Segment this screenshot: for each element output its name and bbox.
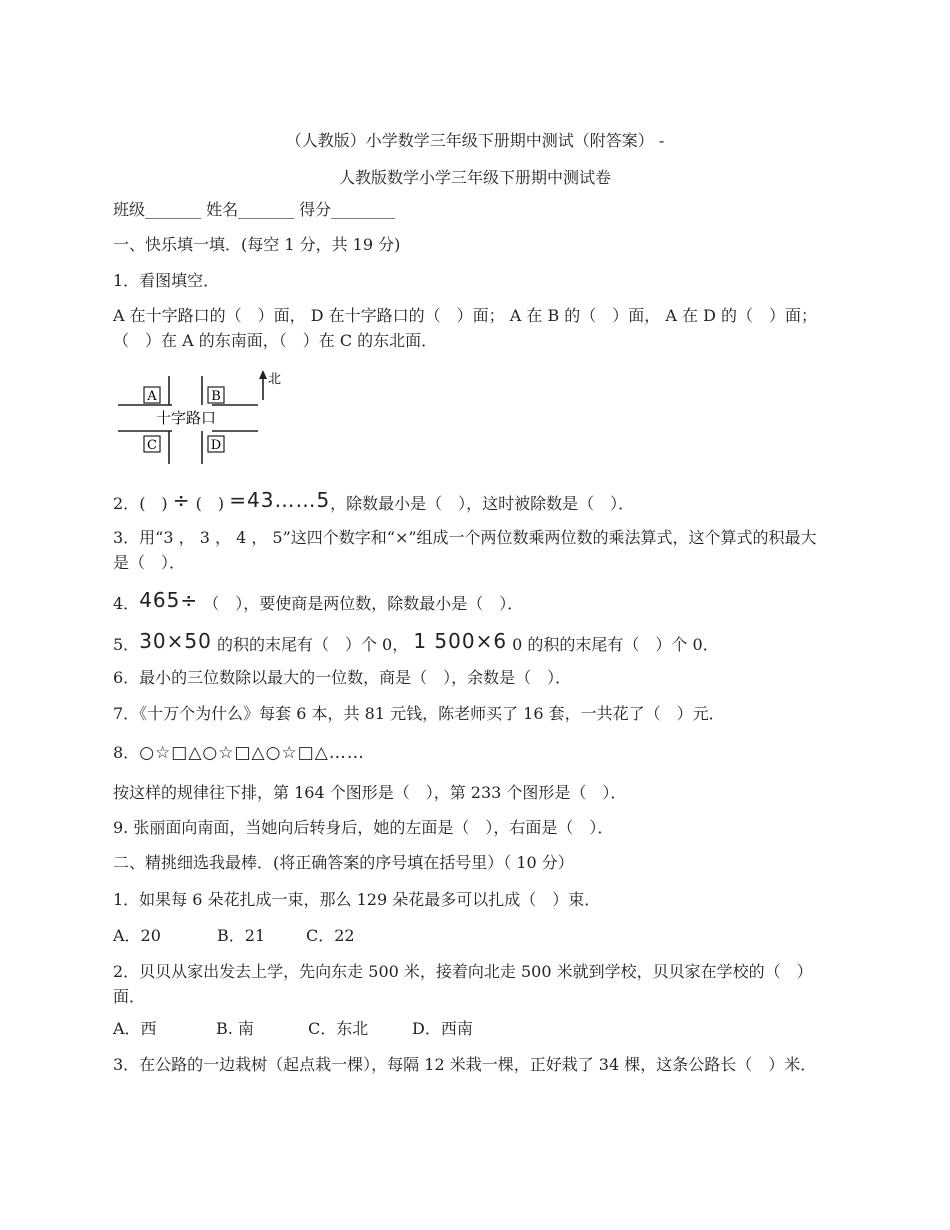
question-7-text: 7．《十万个为什么》每套 6 本，共 81 元钱，陈老师买了 16 套，一共花了（ ）元． — [113, 704, 725, 723]
question-4-expression: 465÷ — [139, 588, 199, 612]
question-3-text: 3．用“3 ， 3 ， 4 ， 5”这四个数字和“×”组成一个两位数乘两位数的乘法算式，这个算式的积最大是（ ）． — [113, 528, 817, 572]
option-b: B. 南 — [216, 1019, 254, 1038]
s2-question-1-text: 1．如果每 6 朵花扎成一束，那么 129 朵花最多可以扎成（ ）束． — [113, 890, 601, 909]
question-2 — [113, 487, 833, 517]
question-4-text: （ ），要使商是两位数，除数最小是（ ）． — [203, 594, 524, 613]
question-5-text-2: 0 的积的末尾有（ ）个 0． — [512, 635, 719, 654]
option-c: C．22 — [306, 926, 355, 945]
question-5-text-1: 的积的末尾有（ ）个 0， — [216, 635, 409, 654]
shape-sequence: ○☆□△○☆□△○☆□△…… — [139, 743, 365, 763]
question-2-divide: ÷ — [172, 488, 191, 512]
question-2-paren-2: ( ) — [195, 494, 225, 513]
question-4 — [113, 587, 833, 617]
option-b: B．21 — [217, 926, 266, 945]
section-1-heading: 一、快乐填一填．(每空 1 分，共 19 分) — [113, 235, 401, 254]
question-5-expression-2: 1 500×6 — [413, 629, 508, 653]
header-fields: 班级_______ 姓名_______ 得分________ — [113, 200, 396, 219]
question-8-shapes — [113, 740, 833, 766]
s2-question-1-options — [113, 923, 833, 949]
question-6-text: 6．最小的三位数除以最大的一位数，商是（ ），余数是（ ）． — [113, 668, 572, 687]
question-8-number: 8． — [113, 743, 140, 762]
option-a: A．20 — [113, 926, 161, 945]
question-2-text: ，除数最小是（ ），这时被除数是（ ）． — [330, 494, 635, 513]
question-8-text: 按这样的规律往下排，第 164 个图形是（ ），第 233 个图形是（ ）． — [113, 783, 627, 802]
question-1-title: 1．看图填空． — [113, 271, 220, 290]
question-2-number: 2． — [113, 494, 140, 513]
question-4-number: 4． — [113, 594, 140, 613]
question-1-text: A 在十字路口的（ ）面， D 在十字路口的（ ）面； A 在 B 的（ ）面， A 在 D 的（ ）面；（ ）在 A 的东南面，（ ）在 C 的东北面． — [113, 306, 818, 350]
s2-question-2-options — [113, 1016, 833, 1042]
option-c: C．东北 — [308, 1019, 369, 1038]
option-a: A．西 — [113, 1019, 157, 1038]
map-north-label: 北 — [268, 372, 282, 387]
crossroad-map — [112, 368, 292, 468]
map-label-d: D — [210, 438, 222, 453]
question-5-number: 5． — [113, 635, 140, 654]
s2-question-2-text: 2．贝贝从家出发去上学，先向东走 500 米，接着向北走 500 米就到学校，贝贝家在学校的（ ）面． — [113, 962, 813, 1006]
map-crossroad-label: 十字路口 — [155, 409, 217, 427]
map-label-a: A — [147, 389, 157, 404]
question-5 — [113, 628, 833, 658]
doc-subtitle: 人教版数学小学三年级下册期中测试卷 — [338, 168, 611, 187]
question-2-paren-1: ( ) — [139, 494, 168, 513]
map-label-c: C — [147, 438, 157, 453]
section-2-heading: 二、精挑细选我最棒．(将正确答案的序号填在括号里）（ 10 分） — [113, 853, 574, 872]
s2-question-3-text: 3．在公路的一边栽树（起点栽一棵），每隔 12 米栽一棵，正好栽了 34 棵，这条公路长（ ）米． — [113, 1055, 817, 1074]
question-9-text: 9. 张丽面向南面，当她向后转身后，她的左面是（ ），右面是（ ）． — [113, 818, 614, 837]
question-2-equation: =43……5 — [229, 488, 331, 512]
map-label-b: B — [211, 389, 221, 404]
question-5-expression-1: 30×50 — [139, 629, 212, 653]
option-d: D．西南 — [412, 1019, 473, 1038]
doc-title: （人教版）小学数学三年级下册期中测试（附答案） - — [285, 131, 665, 150]
